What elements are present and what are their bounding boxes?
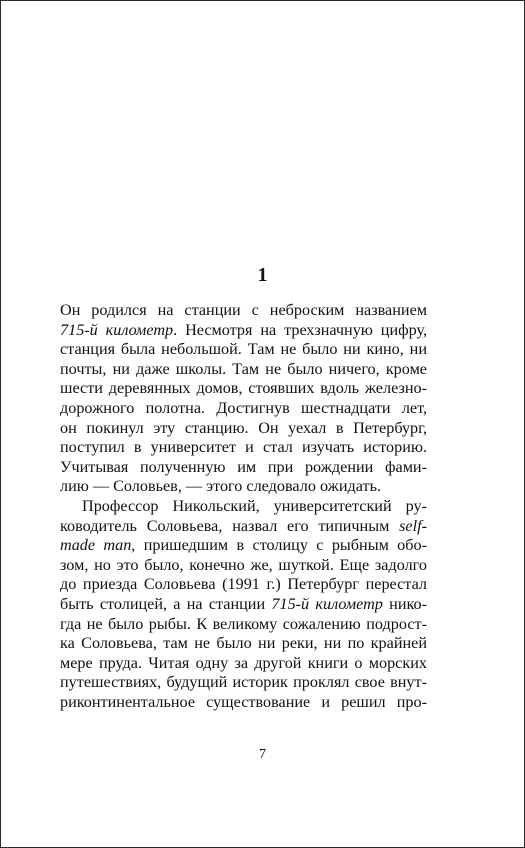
italic-text: 715-й километр bbox=[271, 594, 383, 613]
text-segment: Учитывая полученную им при рождении фами- bbox=[60, 457, 427, 476]
page-number: 7 bbox=[259, 747, 266, 762]
text-segment: гда не было рыбы. К великому сожалению подрост- bbox=[60, 614, 427, 633]
text-segment: он покинул эту станцию. Он уехал в Петербург, bbox=[60, 418, 427, 437]
text-line bbox=[60, 556, 427, 576]
body-text bbox=[60, 301, 427, 712]
text-segment: станция была небольшой. Там не было ни кино, ни bbox=[60, 340, 427, 359]
text-segment: ководитель Соловьева, назвал его типичным bbox=[60, 516, 400, 535]
text-segment: почты, ни даже школы. Там не было ничего, кроме bbox=[60, 359, 427, 378]
text-line bbox=[60, 438, 427, 458]
text-line bbox=[60, 634, 427, 654]
text-line bbox=[60, 497, 427, 517]
text-segment: , пришедшим в столицу с рыбным обо- bbox=[131, 536, 427, 555]
text-line bbox=[60, 615, 427, 635]
italic-text: 715-й километр bbox=[60, 320, 174, 339]
text-line bbox=[60, 321, 427, 341]
text-segment: поступил в университет и стал изучать историю. bbox=[60, 438, 427, 457]
text-line bbox=[60, 673, 427, 693]
text-line bbox=[60, 340, 427, 360]
text-line bbox=[60, 477, 427, 497]
text-segment: мере пруда. Читая одну за другой книги о морских bbox=[60, 653, 427, 672]
text-segment: Он родился на станции с неброским названием bbox=[60, 301, 427, 319]
text-segment: шести деревянных домов, стоявших вдоль железно- bbox=[60, 379, 427, 398]
text-segment: дорожного полотна. Достигнув шестнадцати лет, bbox=[60, 398, 427, 417]
text-segment: зом, но это было, конечно же, шуткой. Еще задолго bbox=[60, 555, 427, 574]
text-line bbox=[60, 575, 427, 595]
paragraph bbox=[60, 497, 427, 713]
text-segment: нико- bbox=[382, 594, 427, 613]
text-line bbox=[60, 301, 427, 321]
text-line bbox=[60, 517, 427, 537]
text-line bbox=[60, 654, 427, 674]
text-line bbox=[60, 419, 427, 439]
chapter-number: 1 bbox=[257, 264, 268, 286]
text-segment: путешествиях, будущий историк проклял свое внут- bbox=[60, 673, 427, 692]
text-line bbox=[60, 536, 427, 556]
italic-text: self- bbox=[399, 516, 427, 535]
paragraph bbox=[60, 301, 427, 497]
text-line bbox=[60, 399, 427, 419]
text-segment: лию — Соловьев, — этого следовало ожидать. bbox=[60, 477, 382, 496]
text-line bbox=[60, 360, 427, 380]
italic-text: made man bbox=[60, 536, 132, 555]
text-segment: быть столицей, а на станции bbox=[60, 594, 272, 613]
text-line bbox=[60, 595, 427, 615]
text-segment: ка Соловьева, там не было ни реки, ни по крайней bbox=[60, 634, 427, 653]
text-line bbox=[60, 458, 427, 478]
text-line bbox=[60, 379, 427, 399]
text-line bbox=[60, 693, 427, 713]
text-segment: Профессор Никольский, университетский ру- bbox=[82, 496, 427, 515]
text-segment: . Несмотря на трехзначную цифру, bbox=[173, 320, 427, 339]
text-segment: риконтинентальное существование и решил про- bbox=[60, 692, 427, 711]
text-segment: до приезда Соловьева (1991 г.) Петербург перестал bbox=[60, 575, 427, 594]
